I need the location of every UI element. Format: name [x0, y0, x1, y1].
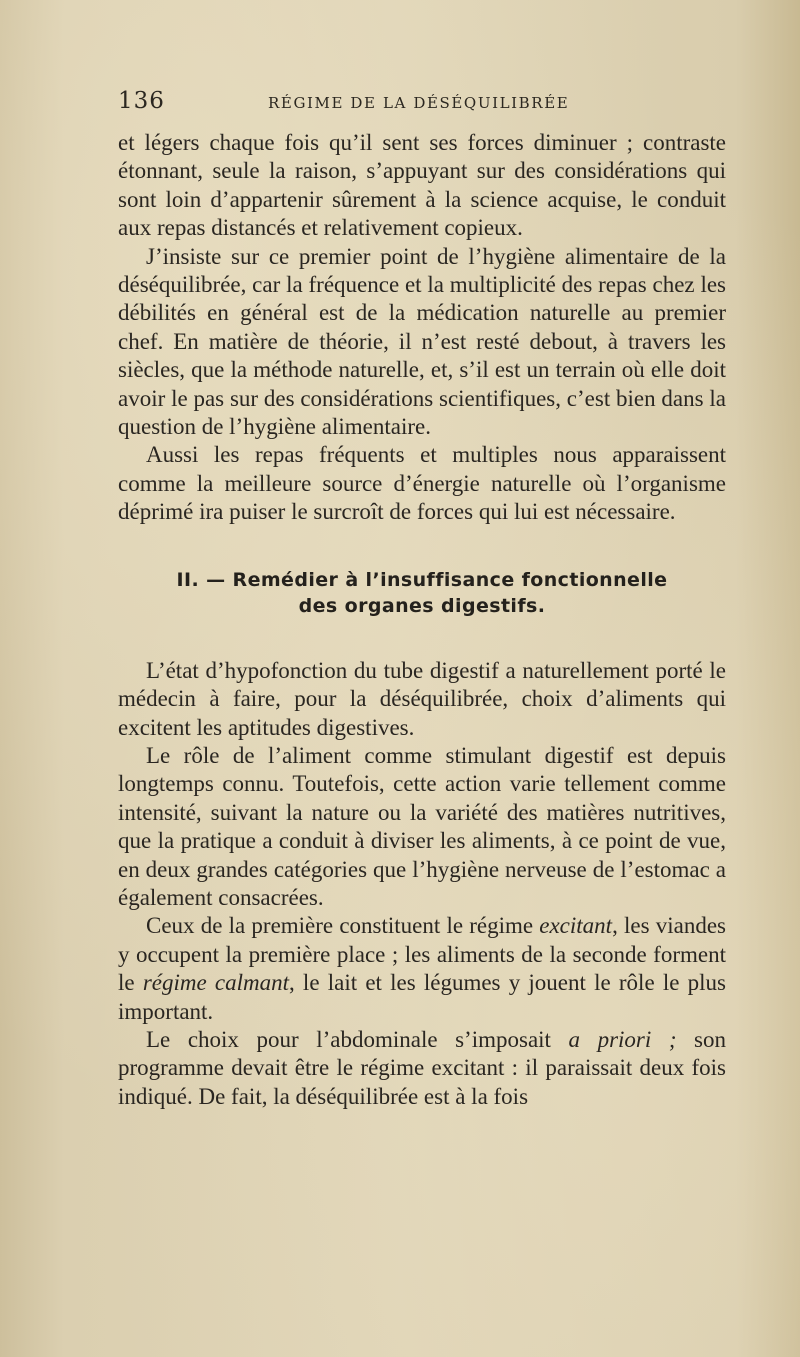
section-heading-line-2: des organes digestifs. [298, 594, 546, 617]
paragraph-2: J’insiste sur ce premier point de l’hygiène alimentaire de la déséquilibrée, car la fréquence et la multiplicité des repas chez les débilités en général est de la médication naturelle au premier chef. En matière de théorie, il n’est resté debout, à travers les siècles, que la méthode naturelle, et, s’il est un terrain où elle doit avoir le pas sur des considérations scientifiques, c’est bien dans la question de l’hygiène alimentaire. [118, 243, 726, 440]
paragraph-1: et légers chaque fois qu’il sent ses forces diminuer ; contraste étonnant, seule la raison, s’appuyant sur des considérations qui sont loin d’appartenir sûrement à la science acquise, le conduit aux repas distancés et relativement copieux. [118, 130, 726, 241]
paragraph-6-part-b: , les viandes y occupent la première place ; les aliments de la seconde forment le [118, 913, 726, 996]
paragraph-4: L’état d’hypofonction du tube digestif a naturellement porté le médecin à faire, pour la déséquilibrée, choix d’aliments qui excitent les aptitudes digestives. [118, 657, 726, 740]
page-header [118, 88, 724, 122]
paragraph-6-emphasis-2: régime calmant [142, 970, 289, 996]
paragraph-6-part-a: Ceux de la première constituent le régime [146, 913, 540, 939]
section-heading-line-1: II. — Remédier à l’insuffisance fonctionnelle [176, 568, 668, 591]
section-heading [118, 567, 726, 619]
paragraph-6 [118, 912, 726, 1026]
paragraph-3: Aussi les repas fréquents et multiples nous apparaissent comme la meilleure source d’énergie naturelle où l’organisme déprimé ira puiser le surcroît de forces qui lui est nécessaire. [118, 442, 726, 525]
paragraph-6-emphasis-1: excitant [539, 913, 613, 939]
body-text [118, 129, 726, 1111]
page-number: 136 [118, 88, 165, 114]
paragraph-6-part-c: , le lait et les légumes y jouent le rôle le plus important. [118, 970, 727, 1024]
paragraph-7-part-b: son programme devait être le régime excitant : il paraissait deux fois indiqué. De fait, la déséquilibrée est à la fois [118, 1026, 726, 1109]
paragraph-7-emphasis: a priori ; [568, 1026, 677, 1052]
paragraph-7 [118, 1026, 726, 1111]
paragraph-5: Le rôle de l’aliment comme stimulant digestif est depuis longtemps connu. Toutefois, cette action varie tellement comme intensité, suivant la nature ou la variété des matières nutritives, que la pratique a conduit à diviser les aliments, à ce point de vue, en deux grandes catégories que l’hygiène nerveuse de l’estomac a également consacrées. [118, 742, 726, 910]
paragraph-7-part-a: Le choix pour l’abdominale s’imposait [146, 1026, 569, 1052]
running-title: RÉGIME DE LA DÉSÉQUILIBRÉE [268, 94, 570, 112]
